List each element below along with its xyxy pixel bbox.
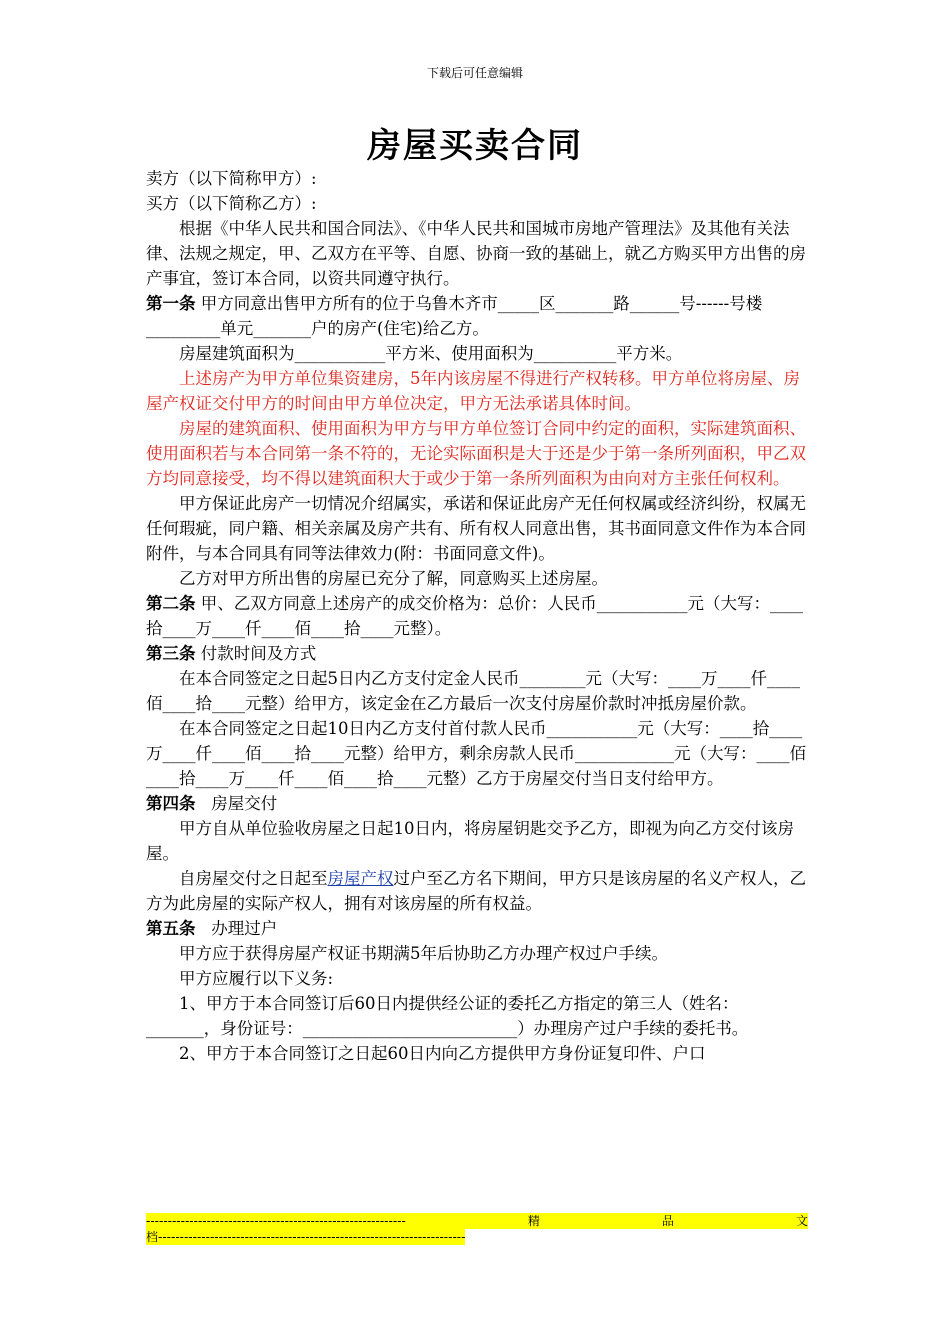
article-5-label: 第五条 [146, 919, 196, 938]
article-2-label: 第二条 [146, 594, 196, 613]
red-clause-2: 房屋的建筑面积、使用面积为甲方与甲方单位签订合同中约定的面积，实际建筑面积、使用面积若与本合同第一条不符的，无论实际面积是大于还是少于第一条所列面积，甲乙双方均同意接受，均不得以建筑面积大于或少于第一条所列面积为由向对方主张任何权利。 [146, 419, 806, 488]
article-3 [146, 641, 810, 666]
obligation-1: 1、甲方于本合同签订后60日内提供经公证的委托乙方指定的第三人（姓名：_______，身份证号：__________________________）办理房产过户手续的委托书。 [146, 994, 749, 1038]
ownership-paragraph [146, 866, 810, 916]
intro-paragraph: 根据《中华人民共和国合同法》、《中华人民共和国城市房地产管理法》及其他有关法律、法规之规定，甲、乙双方在平等、自愿、协商一致的基础上，就乙方购买甲方出售的房产事宜，签订本合同，以资共同遵守执行。 [146, 219, 806, 288]
ownership-text-pre: 自房屋交付之日起至 [179, 869, 328, 888]
article-5-title: 办理过户 [211, 919, 278, 938]
red-clause-1: 上述房产为甲方单位集资建房，5年内该房屋不得进行产权转移。甲方单位将房屋、房屋产权证交付甲方的时间由甲方单位决定，甲方无法承诺具体时间。 [146, 369, 800, 413]
article-1-text: 甲方同意出售甲方所有的位于乌鲁木齐市_____区_______路______号------号楼_________单元_______户的房产(住宅)给乙方。 [146, 294, 763, 338]
article-1-label: 第一条 [146, 294, 196, 313]
property-rights-link[interactable]: 房屋产权 [327, 869, 394, 888]
footer-word-1: 精 [527, 1214, 540, 1228]
footer-word-3: 文 [795, 1214, 808, 1228]
article-1 [146, 291, 810, 341]
obligation-2: 2、甲方于本合同签订之日起60日内向乙方提供甲方身份证复印件、户口 [179, 1044, 706, 1063]
contract-body [146, 166, 810, 1066]
guarantee-paragraph: 甲方保证此房产一切情况介绍属实，承诺和保证此房产无任何权属或经济纠纷，权属无任何瑕疵，同户籍、相关亲属及房产共有、所有权人同意出售，其书面同意文件作为本合同附件，与本合同具有同等法律效力(附：书面同意文件)。 [146, 494, 806, 563]
buyer-line: 买方（以下简称乙方）: [146, 194, 317, 213]
down-payment-paragraph: 在本合同签定之日起10日内乙方支付首付款人民币___________元（大写：____拾____万____仟____佰____拾____元整）给甲方，剩余房款人民币____________元（大写：____佰____拾____万____仟____佰____拾____元整）乙方于房屋交付当日支付给甲方。 [146, 719, 806, 788]
area-paragraph: 房屋建筑面积为___________平方米、使用面积为__________平方米。 [179, 344, 683, 363]
article-4-title: 房屋交付 [211, 794, 278, 813]
article-4 [146, 791, 810, 816]
article-5 [146, 916, 810, 941]
deposit-paragraph: 在本合同签定之日起5日内乙方支付定金人民币________元（大写：____万____仟____佰____拾____元整）给甲方，该定金在乙方最后一次支付房屋价款时冲抵房屋价款。 [146, 669, 800, 713]
header-note: 下载后可任意编辑 [426, 66, 523, 80]
handover-paragraph: 甲方自从单位验收房屋之日起10日内，将房屋钥匙交予乙方，即视为向乙方交付该房屋。 [146, 819, 794, 863]
transfer-paragraph: 甲方应于获得房屋产权证书期满5年后协助乙方办理产权过户手续。 [179, 944, 668, 963]
obligations-heading: 甲方应履行以下义务: [179, 969, 334, 988]
article-2-text: 甲、乙双方同意上述房产的成交价格为：总价：人民币___________元（大写：____拾____万____仟____佰____拾____元整）。 [146, 594, 803, 638]
document-title: 房屋买卖合同 [367, 126, 583, 166]
seller-line: 卖方（以下简称甲方）: [146, 169, 317, 188]
article-2 [146, 591, 810, 641]
article-3-label: 第三条 [146, 644, 196, 663]
article-3-title: 付款时间及方式 [200, 644, 317, 663]
footer-line-1 [146, 1213, 808, 1229]
footer-banner [146, 1213, 808, 1245]
footer-word-2: 品 [661, 1214, 674, 1228]
footer-dashes: ------------------------------------------------------------ [146, 1214, 406, 1228]
ownership-text-post: 过户至乙方名下期间，甲方只是该房屋的名义产权人，乙方为此房屋的实际产权人，拥有对该房屋的所有权益。 [146, 869, 806, 913]
article-4-label: 第四条 [146, 794, 196, 813]
footer-line-2: 档----------------------------------------------------------------------- [146, 1230, 466, 1244]
agree-paragraph: 乙方对甲方所出售的房屋已充分了解，同意购买上述房屋。 [179, 569, 608, 588]
